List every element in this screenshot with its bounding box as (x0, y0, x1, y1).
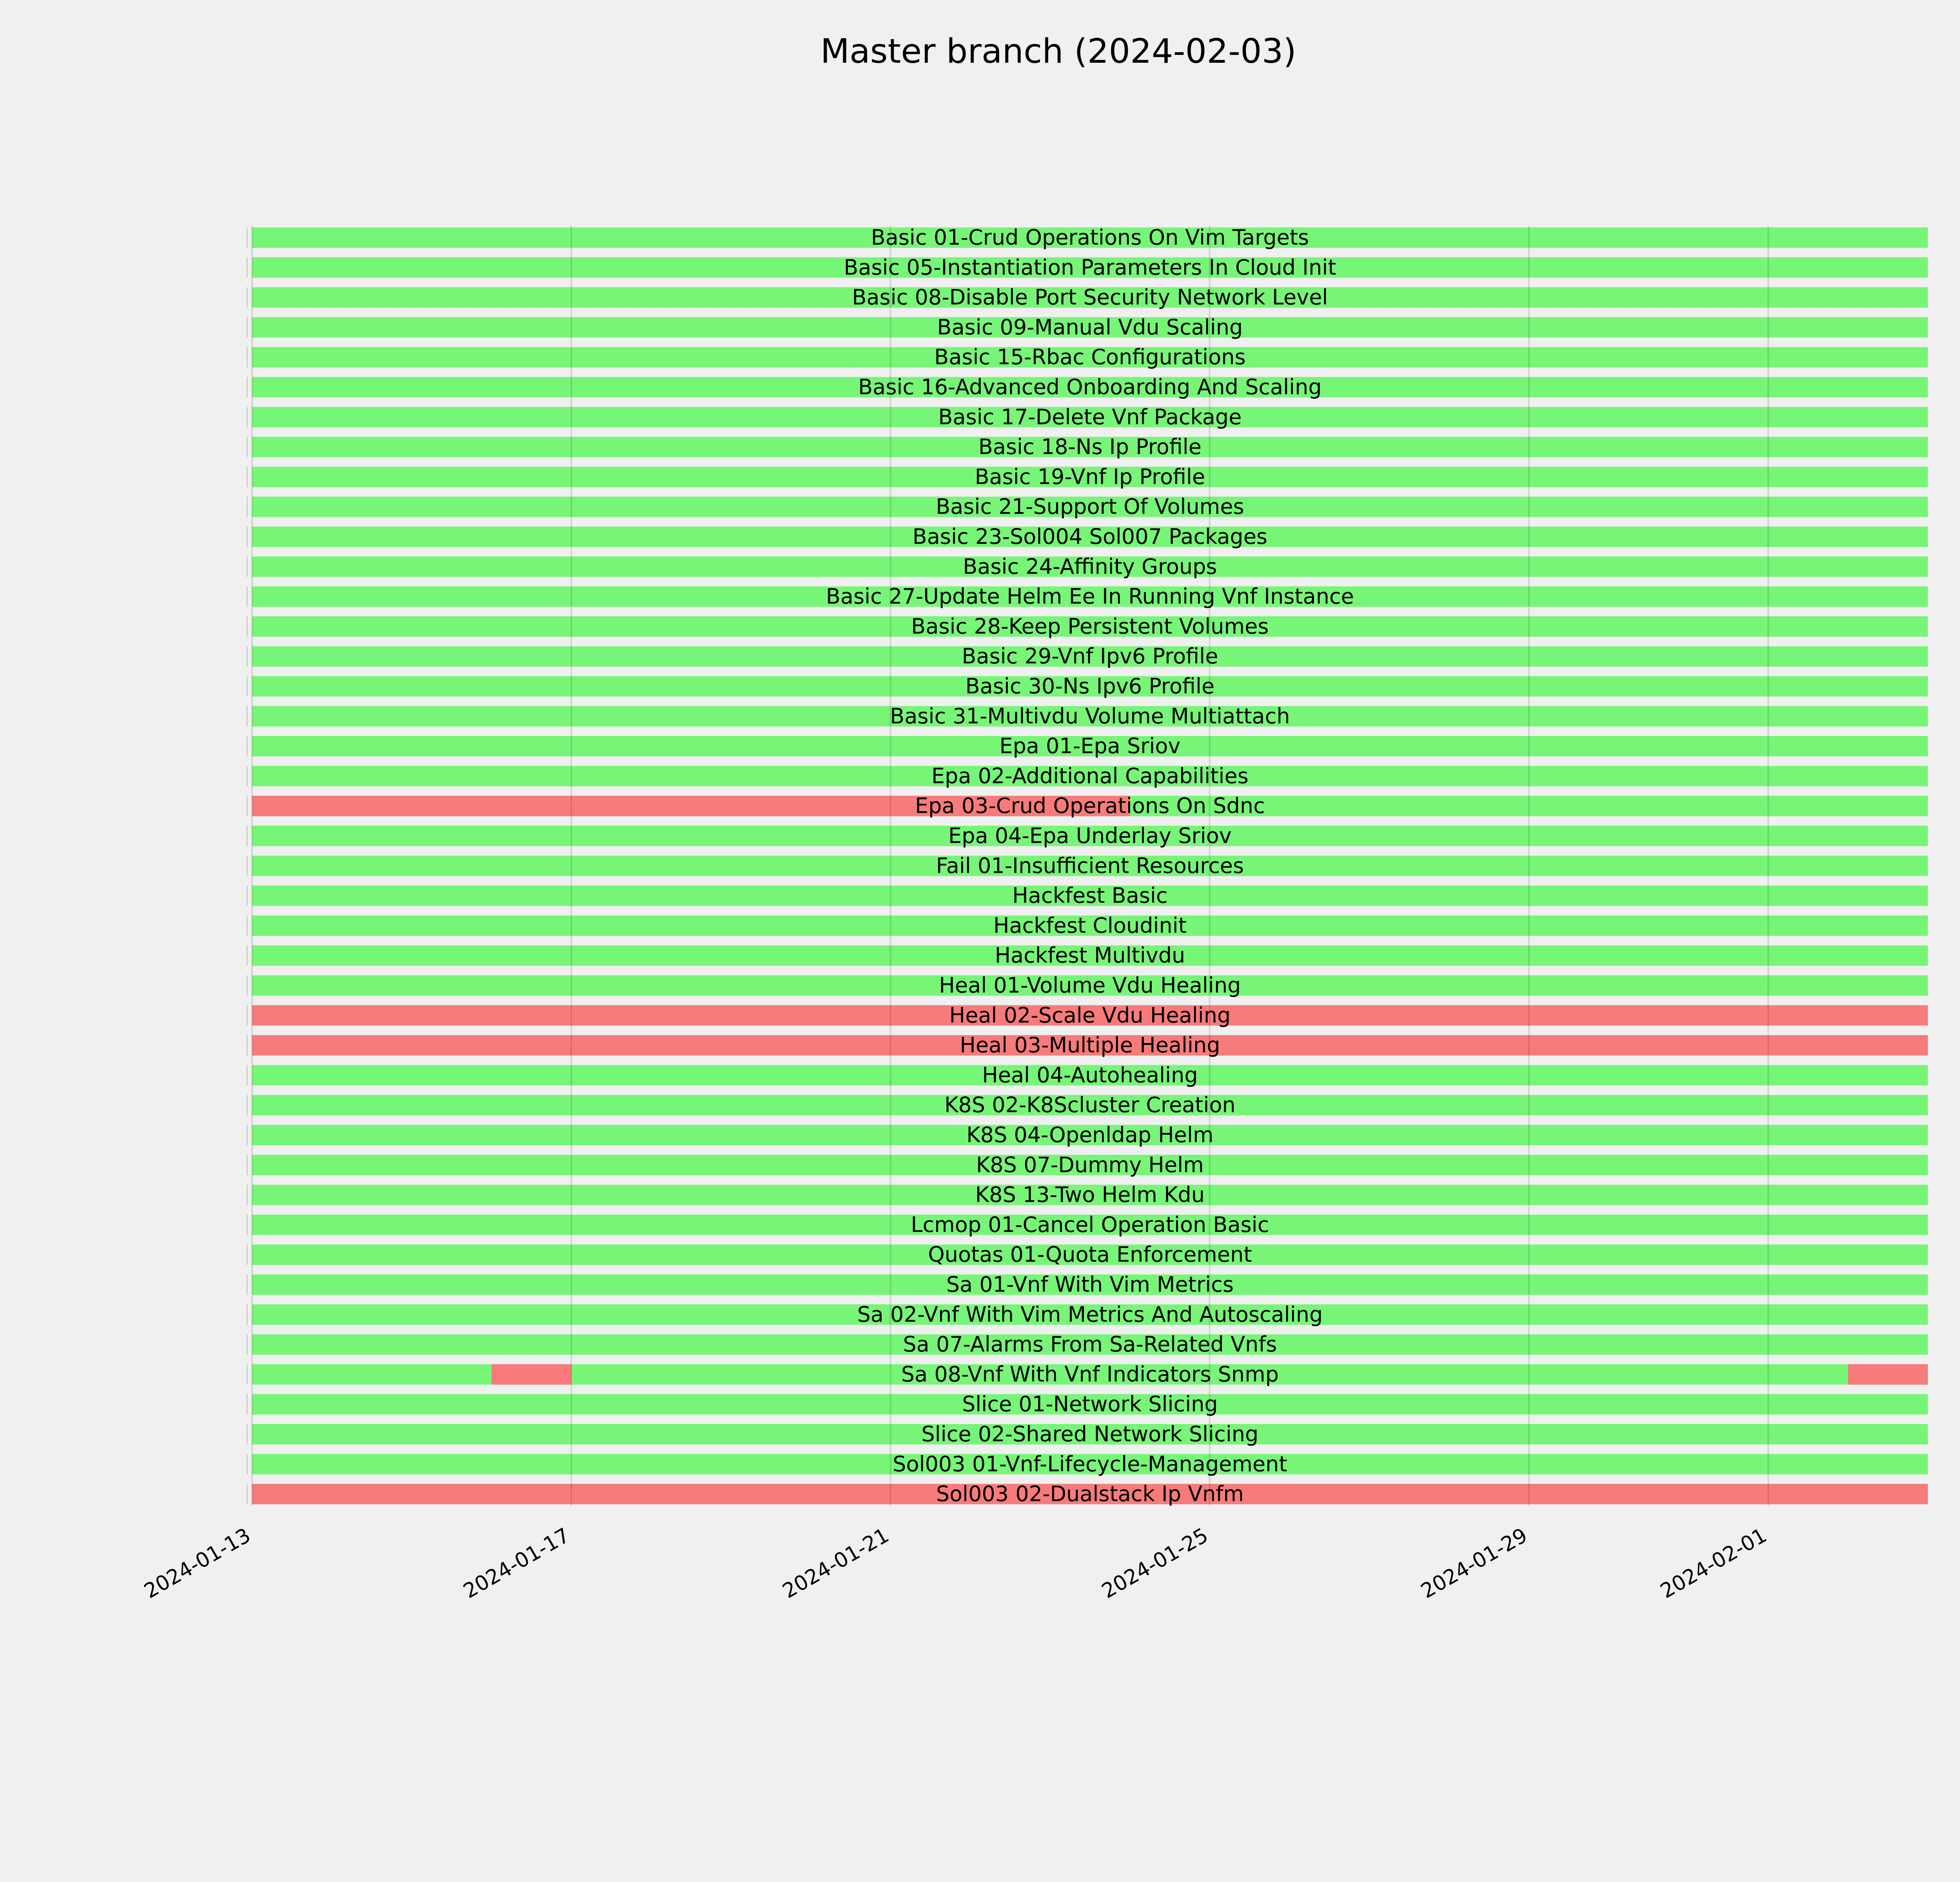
x-tick-label: 2024-01-13 (140, 1523, 255, 1603)
row-marker (247, 556, 248, 577)
row-marker (247, 347, 248, 367)
row-label: Sa 08-Vnf With Vnf Indicators Snmp (901, 1362, 1279, 1387)
row-label: Basic 19-Vnf Ip Profile (975, 464, 1205, 489)
row-marker (247, 467, 248, 487)
row-label: Quotas 01-Quota Enforcement (928, 1242, 1252, 1267)
row-label: Hackfest Cloudinit (993, 913, 1187, 938)
row-marker (247, 826, 248, 846)
row-label: Epa 03-Crud Operations On Sdnc (915, 793, 1265, 818)
fail-segment (1848, 1364, 1928, 1384)
row-marker (247, 257, 248, 278)
row-label: Sol003 02-Dualstack Ip Vnfm (936, 1481, 1244, 1506)
row-label: Basic 01-Crud Operations On Vim Targets (871, 225, 1309, 250)
fail-segment (492, 1364, 572, 1384)
row-label: Epa 01-Epa Sriov (999, 734, 1181, 759)
row-label: Basic 17-Delete Vnf Package (938, 404, 1242, 429)
row-marker (247, 1095, 248, 1115)
row-marker (247, 1035, 248, 1055)
row-label: Heal 01-Volume Vdu Healing (939, 973, 1241, 998)
row-marker (247, 616, 248, 637)
row-label: Heal 03-Multiple Healing (960, 1033, 1220, 1058)
row-marker (247, 1454, 248, 1474)
row-label: Basic 18-Ns Ip Profile (978, 434, 1202, 460)
row-marker (247, 1304, 248, 1325)
row-marker (247, 317, 248, 338)
row-marker (247, 497, 248, 517)
row-marker (247, 227, 248, 248)
row-marker (247, 1005, 248, 1026)
row-marker (247, 796, 248, 816)
row-marker (247, 1065, 248, 1085)
row-label: Basic 29-Vnf Ipv6 Profile (962, 644, 1218, 669)
row-label: Hackfest Multivdu (995, 943, 1185, 968)
row-marker (247, 287, 248, 308)
row-marker (247, 856, 248, 876)
row-marker (247, 945, 248, 966)
row-marker (247, 1334, 248, 1355)
row-label: Fail 01-Insufficient Resources (936, 853, 1244, 878)
ticks-layer (140, 1524, 1771, 1603)
row-label: Epa 02-Additional Capabilities (931, 763, 1249, 788)
row-marker (247, 916, 248, 936)
row-label: Basic 16-Advanced Onboarding And Scaling (858, 374, 1322, 400)
row-marker (247, 1275, 248, 1295)
chart-title: Master branch (2024-02-03) (820, 32, 1297, 71)
row-label: Basic 05-Instantiation Parameters In Cloud Init (844, 255, 1336, 280)
row-marker (247, 1215, 248, 1235)
row-label: K8S 13-Two Helm Kdu (975, 1182, 1205, 1207)
x-tick-label: 2024-01-29 (1417, 1523, 1532, 1603)
row-marker (247, 646, 248, 667)
row-label: Sa 07-Alarms From Sa-Related Vnfs (903, 1332, 1277, 1357)
row-label: Slice 01-Network Slicing (962, 1392, 1218, 1417)
row-marker (247, 976, 248, 996)
row-marker (247, 736, 248, 756)
row-label: K8S 02-K8Scluster Creation (944, 1092, 1236, 1117)
row-label: Basic 15-Rbac Configurations (934, 345, 1246, 370)
row-label: Basic 23-Sol004 Sol007 Packages (912, 524, 1268, 549)
row-label: K8S 04-Openldap Helm (966, 1123, 1214, 1147)
row-label: Basic 08-Disable Port Security Network Level (852, 285, 1328, 310)
row-marker (247, 437, 248, 457)
row-marker (247, 407, 248, 427)
row-marker (247, 377, 248, 398)
x-tick-label: 2024-01-21 (779, 1523, 893, 1603)
row-marker (247, 1155, 248, 1175)
row-label: Lcmop 01-Cancel Operation Basic (911, 1212, 1269, 1237)
row-marker (247, 886, 248, 906)
row-label: Basic 30-Ns Ipv6 Profile (965, 674, 1215, 699)
row-label: Basic 28-Keep Persistent Volumes (911, 614, 1269, 639)
row-label: Heal 04-Autohealing (982, 1063, 1198, 1088)
row-label: Sol003 01-Vnf-Lifecycle-Management (893, 1451, 1287, 1477)
row-label: Slice 02-Shared Network Slicing (921, 1422, 1259, 1446)
row-label: Hackfest Basic (1012, 883, 1168, 908)
row-marker (247, 1244, 248, 1265)
row-marker (247, 1364, 248, 1384)
row-label: Basic 31-Multivdu Volume Multiattach (890, 703, 1290, 728)
row-marker (247, 1125, 248, 1145)
row-marker (247, 1394, 248, 1415)
row-marker (247, 587, 248, 607)
row-marker (247, 1424, 248, 1444)
row-label: K8S 07-Dummy Helm (976, 1152, 1204, 1177)
row-label: Heal 02-Scale Vdu Healing (949, 1003, 1231, 1028)
row-marker (247, 766, 248, 786)
row-marker (247, 706, 248, 727)
row-marker (247, 527, 248, 547)
row-marker (247, 1185, 248, 1205)
x-tick-label: 2024-02-01 (1656, 1523, 1771, 1603)
row-label: Basic 27-Update Helm Ee In Running Vnf Instance (826, 584, 1354, 609)
row-label: Epa 04-Epa Underlay Sriov (948, 823, 1232, 848)
row-marker (247, 1484, 248, 1504)
x-tick-label: 2024-01-25 (1098, 1523, 1212, 1603)
row-label: Basic 24-Affinity Groups (963, 554, 1217, 579)
row-marker (247, 676, 248, 697)
row-label: Basic 09-Manual Vdu Scaling (937, 314, 1243, 340)
row-label: Sa 02-Vnf With Vim Metrics And Autoscaling (857, 1302, 1323, 1327)
row-label: Sa 01-Vnf With Vim Metrics (946, 1272, 1234, 1297)
x-tick-label: 2024-01-17 (459, 1523, 574, 1603)
row-label: Basic 21-Support Of Volumes (936, 494, 1244, 519)
